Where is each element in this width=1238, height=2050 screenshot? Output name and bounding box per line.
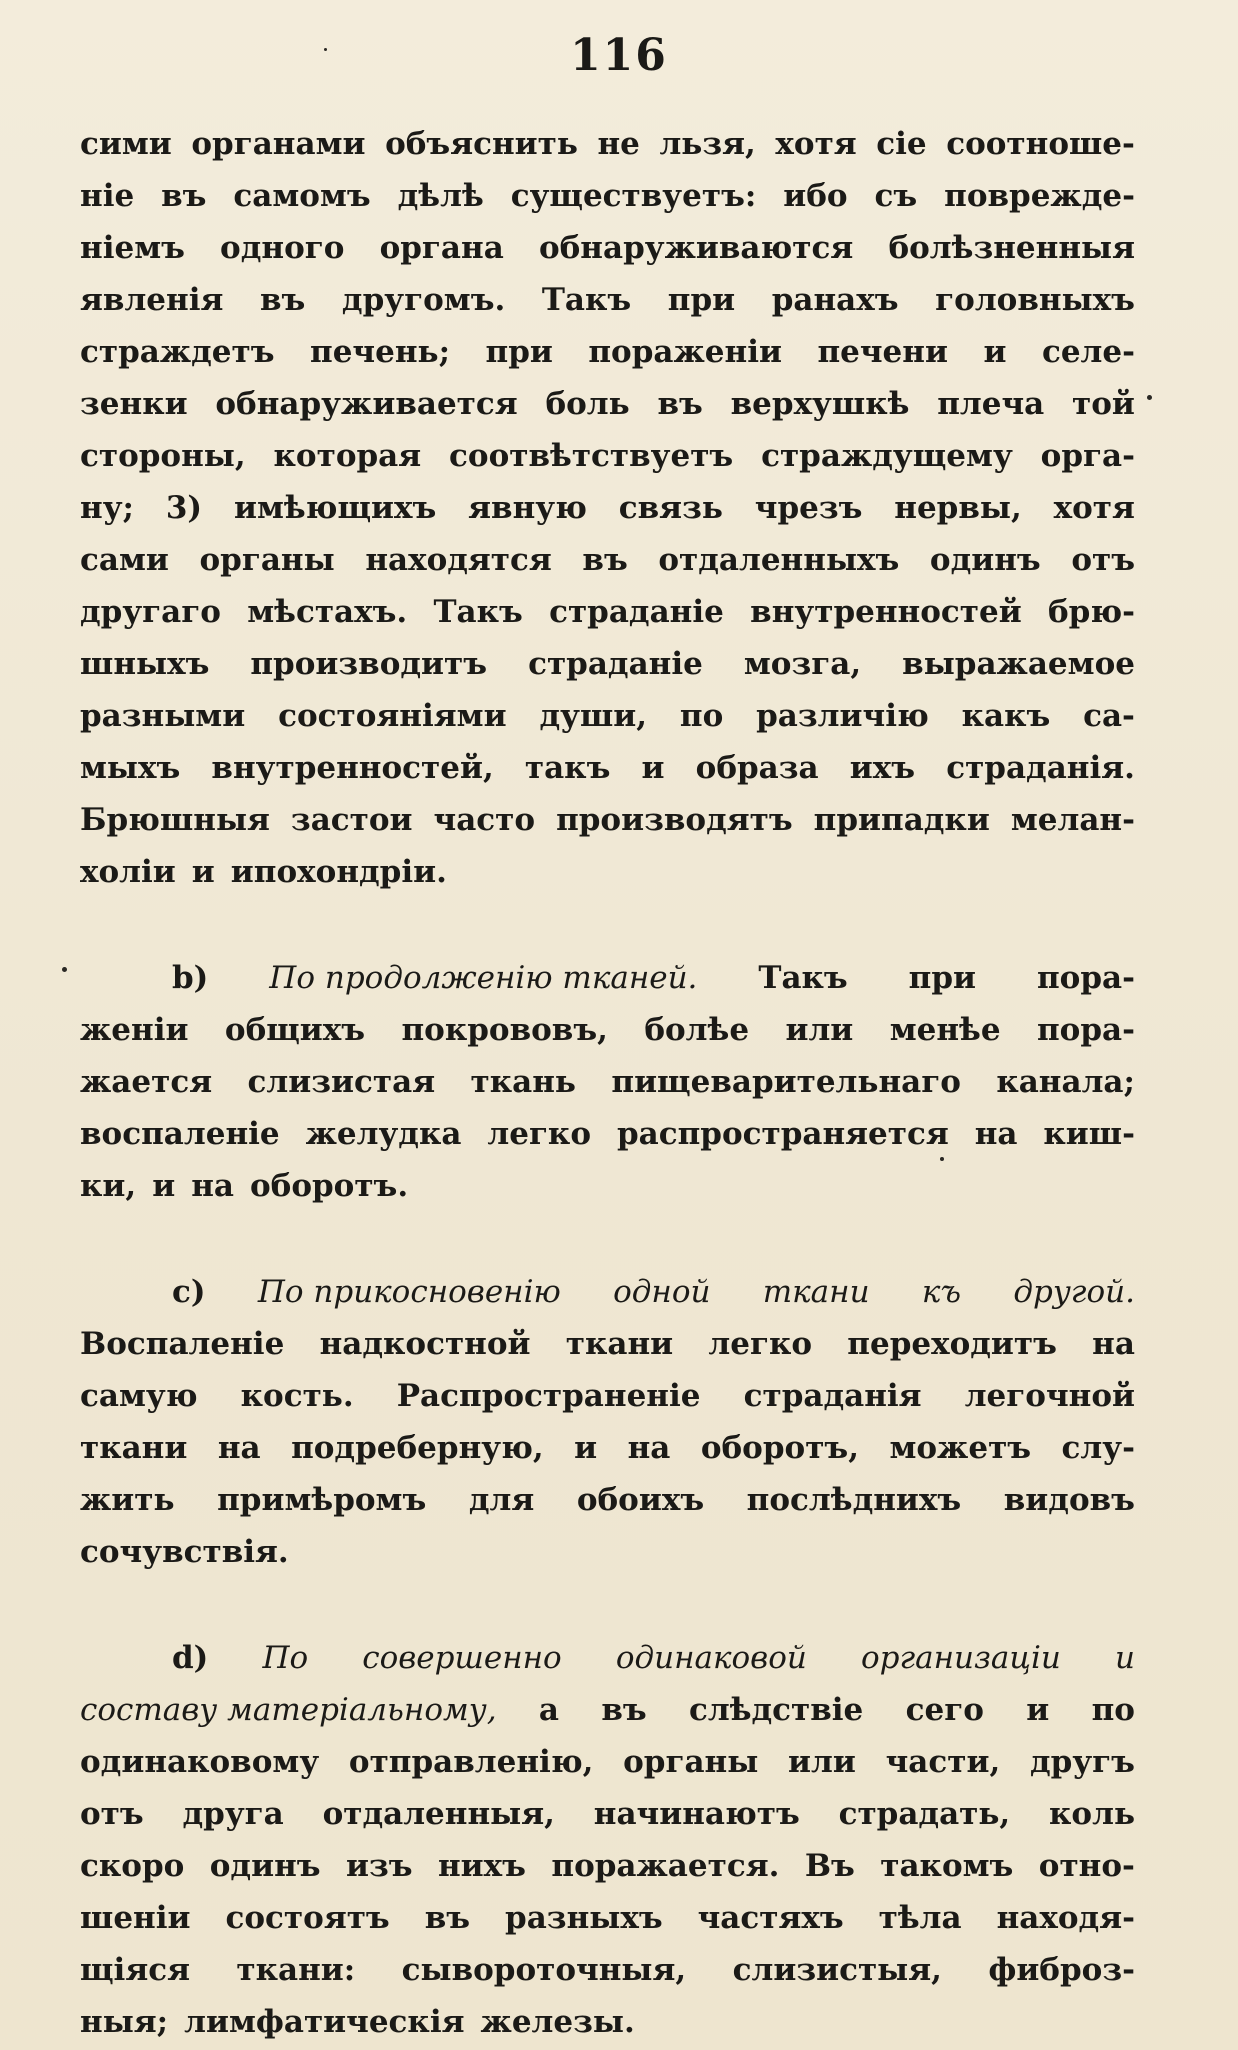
word: въ (601, 1692, 647, 1728)
word: и (1026, 1692, 1050, 1728)
word: въ (657, 386, 703, 422)
word: c) (172, 1274, 206, 1310)
paragraph-gap (80, 1578, 1135, 1632)
text-line (80, 1318, 1135, 1370)
italic-word: По продолженiю тканей. (269, 960, 698, 996)
text-line (80, 638, 1135, 690)
text-line (80, 1684, 1135, 1736)
word: отправленiю, (348, 1744, 594, 1780)
word: въ (424, 1900, 471, 1936)
word: такомъ (880, 1848, 1014, 1884)
text-line (80, 1108, 1135, 1160)
word: подреберную, (291, 1430, 544, 1466)
word: отно- (1038, 1848, 1135, 1884)
word: по (1091, 1692, 1135, 1728)
word: легочной (964, 1378, 1135, 1414)
word: друга (182, 1796, 284, 1832)
word: ткани: (236, 1952, 356, 1988)
word: по (679, 698, 724, 734)
text-line (80, 1422, 1135, 1474)
word: слѣдствiе (688, 1692, 864, 1728)
word: нервы, (894, 490, 1022, 526)
italic-word: и (1114, 1640, 1135, 1676)
text-line (80, 794, 1135, 846)
italic-word: организацiи (860, 1640, 1061, 1676)
word: явную (468, 490, 587, 526)
word: оборотъ. (249, 1168, 409, 1204)
word: обоихъ (576, 1482, 705, 1518)
word: Такъ (433, 594, 523, 630)
word: ки, (80, 1168, 137, 1204)
word: часто (433, 802, 536, 838)
word: пищеварительнаго (611, 1064, 961, 1100)
word: въ (161, 178, 207, 214)
word: пораженiи (588, 334, 782, 370)
word: са- (1083, 698, 1135, 734)
word: надкостной (319, 1326, 531, 1362)
word: кость. (240, 1378, 354, 1414)
word: страданiе (549, 594, 724, 630)
italic-word: По прикосновенiю (257, 1274, 561, 1310)
word: можетъ (889, 1430, 1032, 1466)
word: страдать, (838, 1796, 1011, 1832)
word: чрезъ (754, 490, 863, 526)
word: поражается. (551, 1848, 780, 1884)
word: застои (290, 802, 413, 838)
italic-word: къ (921, 1274, 962, 1310)
word: 3) (165, 490, 203, 526)
word: на (217, 1430, 261, 1466)
word: другъ (1029, 1744, 1135, 1780)
text-line (80, 1160, 1135, 1212)
word: органы (623, 1744, 759, 1780)
word: брю- (1047, 594, 1135, 630)
word: на (1092, 1326, 1135, 1362)
word: или (785, 1012, 854, 1048)
word: при (485, 334, 553, 370)
word: одинаковому (80, 1744, 320, 1780)
word: дѣлѣ (397, 178, 484, 214)
text-line (80, 1266, 1135, 1318)
ink-speck (1147, 395, 1152, 400)
word: органами (191, 126, 366, 162)
text-line (80, 1788, 1135, 1840)
word: другомъ. (341, 282, 506, 318)
word: распространяется (616, 1116, 949, 1152)
word: и (152, 1168, 176, 1204)
word: Воспаленiе (80, 1326, 285, 1362)
word: внутренностей (750, 594, 1022, 630)
word: легко (487, 1116, 592, 1152)
text-line (80, 1370, 1135, 1422)
word: какъ (961, 698, 1051, 734)
text-line (80, 1632, 1135, 1684)
word: Въ (804, 1848, 855, 1884)
word: явленiя (80, 282, 224, 318)
word: печень; (310, 334, 451, 370)
word: слу- (1061, 1430, 1135, 1466)
word: выражаемое (902, 646, 1135, 682)
word: ткани (565, 1326, 674, 1362)
word: изъ (345, 1848, 413, 1884)
word: холiи (80, 854, 176, 890)
word: зенки (80, 386, 188, 422)
word: отдаленныхъ (658, 542, 900, 578)
word: и (983, 334, 1007, 370)
word: связь (618, 490, 723, 526)
word: начинаютъ (593, 1796, 800, 1832)
word: сывороточныя, (401, 1952, 687, 1988)
word: менѣе (889, 1012, 1001, 1048)
word: ранахъ (771, 282, 899, 318)
word: страждущему (761, 438, 1013, 474)
text-line (80, 690, 1135, 742)
word: страданiе (528, 646, 703, 682)
text-line (80, 1056, 1135, 1108)
word: отъ (80, 1796, 144, 1832)
word: страданiя. (946, 750, 1135, 786)
word: ибо (783, 178, 848, 214)
word: b) (172, 960, 209, 996)
word: слизистая (247, 1064, 436, 1100)
text-line (80, 170, 1135, 222)
word: легко (708, 1326, 813, 1362)
word: объяснить (385, 126, 578, 162)
word: оборотъ, (700, 1430, 859, 1466)
word: нiе (80, 178, 135, 214)
word: болѣе (644, 1012, 750, 1048)
word: печени (817, 334, 948, 370)
word: на (191, 1168, 234, 1204)
word: образа (695, 750, 819, 786)
word: той (1072, 386, 1135, 422)
word: шенiи (80, 1900, 191, 1936)
page-number: 116 (570, 30, 668, 81)
word: не (597, 126, 640, 162)
word: плеча (937, 386, 1045, 422)
word: желудка (305, 1116, 462, 1152)
word: ну; (80, 490, 134, 526)
word: Брюшныя (80, 802, 270, 838)
word: Такъ (541, 282, 632, 318)
italic-word: другой. (1013, 1274, 1135, 1310)
word: нiемъ (80, 230, 185, 266)
italic-word: совершенно (362, 1640, 562, 1676)
word: мелан- (1010, 802, 1135, 838)
word: обнаруживается (215, 386, 518, 422)
word: самомъ (233, 178, 371, 214)
word: мѣстахъ. (247, 594, 408, 630)
word: отдаленныя, (322, 1796, 555, 1832)
word: ткани (80, 1430, 188, 1466)
word: верхушкѣ (730, 386, 910, 422)
word: находя- (996, 1900, 1135, 1936)
word: внутренностей, (211, 750, 494, 786)
word: съ (874, 178, 918, 214)
word: орга- (1040, 438, 1135, 474)
word: жить (80, 1482, 175, 1518)
word: припадки (813, 802, 990, 838)
italic-word: составу матерiальному, (80, 1692, 497, 1728)
text-line (80, 1526, 1135, 1578)
word: обнаруживаются (538, 230, 854, 266)
word: сими (80, 126, 172, 162)
word: другаго (80, 594, 221, 630)
ink-speck (324, 48, 327, 51)
text-line (80, 1892, 1135, 1944)
word: сами (80, 542, 169, 578)
text-line (80, 1004, 1135, 1056)
word: скоро (80, 1848, 185, 1884)
word: болѣзненныя (888, 230, 1135, 266)
word: существуетъ: (510, 178, 757, 214)
word: разными (80, 698, 246, 734)
word: при (667, 282, 736, 318)
word: общихъ (224, 1012, 366, 1048)
word: производитъ (250, 646, 488, 682)
text-line (80, 742, 1135, 794)
word: пора- (1036, 1012, 1135, 1048)
text-line (80, 378, 1135, 430)
word: Распространенiе (396, 1378, 701, 1414)
word: фиброз- (988, 1952, 1135, 1988)
word: мозга, (743, 646, 862, 682)
italic-word: одинаковой (615, 1640, 807, 1676)
word: самую (80, 1378, 198, 1414)
word: страждетъ (80, 334, 275, 370)
word: а (538, 1692, 559, 1728)
word: слизистыя, (732, 1952, 942, 1988)
word: соотвѣтствуетъ (449, 438, 734, 474)
word: сiе (876, 126, 927, 162)
word: отъ (1071, 542, 1135, 578)
word: ныя; (80, 2004, 169, 2040)
text-line (80, 1736, 1135, 1788)
text-line (80, 1944, 1135, 1996)
paragraph-gap (80, 898, 1135, 952)
word: органа (379, 230, 504, 266)
ink-speck (62, 967, 67, 972)
text-line (80, 1474, 1135, 1526)
word: послѣднихъ (746, 1482, 962, 1518)
word: поврежде- (944, 178, 1135, 214)
word: сего (905, 1692, 984, 1728)
word: воспаленiе (80, 1116, 280, 1152)
word: на (974, 1116, 1018, 1152)
italic-word: одной (613, 1274, 711, 1310)
word: железы. (480, 2004, 635, 2040)
word: d) (172, 1640, 209, 1676)
word: на (627, 1430, 671, 1466)
text-line (80, 430, 1135, 482)
word: тѣла (878, 1900, 962, 1936)
word: сочувствiя. (80, 1534, 289, 1570)
word: въ (582, 542, 628, 578)
text-line (80, 482, 1135, 534)
word: щiяся (80, 1952, 190, 1988)
word: ткань (470, 1064, 576, 1100)
word: лимфатическiя (184, 2004, 465, 2040)
word: пора- (1036, 960, 1135, 996)
text-line (80, 326, 1135, 378)
word: стороны, (80, 438, 246, 474)
word: жается (80, 1064, 213, 1100)
word: для (468, 1482, 535, 1518)
word: одинъ (209, 1848, 321, 1884)
text-line (80, 952, 1135, 1004)
italic-word: По (262, 1640, 309, 1676)
word: ипохондрiи. (230, 854, 447, 890)
word: мыхъ (80, 750, 181, 786)
paragraph-gap (80, 1212, 1135, 1266)
word: состоянiями (278, 698, 507, 734)
word: и (191, 854, 215, 890)
word: страданiя (743, 1378, 922, 1414)
word: шныхъ (80, 646, 210, 682)
word: одного (220, 230, 345, 266)
word: Такъ (758, 960, 848, 996)
text-line (80, 846, 1135, 898)
text-line (80, 118, 1135, 170)
word: покрововъ, (401, 1012, 608, 1048)
text-line (80, 534, 1135, 586)
text-line (80, 222, 1135, 274)
italic-word: ткани (762, 1274, 870, 1310)
word: которая (273, 438, 422, 474)
word: при (908, 960, 977, 996)
word: боль (545, 386, 630, 422)
word: коль (1049, 1796, 1135, 1832)
word: различiю (756, 698, 929, 734)
word: души, (539, 698, 648, 734)
word: льзя, (659, 126, 756, 162)
word: женiи (80, 1012, 189, 1048)
word: ихъ (849, 750, 916, 786)
ink-speck (940, 1157, 944, 1161)
text-line (80, 1840, 1135, 1892)
text-line (80, 586, 1135, 638)
word: переходитъ (847, 1326, 1057, 1362)
text-line (80, 1996, 1135, 2048)
word: головныхъ (935, 282, 1135, 318)
word: въ (259, 282, 306, 318)
body-text (80, 118, 1135, 2048)
word: хотя (775, 126, 857, 162)
word: одинъ (929, 542, 1041, 578)
word: состоятъ (225, 1900, 390, 1936)
word: нихъ (437, 1848, 526, 1884)
word: частяхъ (697, 1900, 844, 1936)
word: и (574, 1430, 598, 1466)
word: производятъ (556, 802, 793, 838)
word: хотя (1053, 490, 1135, 526)
word: находятся (365, 542, 552, 578)
text-line (80, 274, 1135, 326)
word: имѣющихъ (233, 490, 437, 526)
word: и (641, 750, 665, 786)
word: соотноше- (946, 126, 1135, 162)
word: селе- (1041, 334, 1135, 370)
word: примѣромъ (217, 1482, 427, 1518)
word: части, (885, 1744, 1001, 1780)
word: видовъ (1003, 1482, 1135, 1518)
word: такъ (524, 750, 611, 786)
word: или (788, 1744, 856, 1780)
word: органы (199, 542, 335, 578)
word: канала; (996, 1064, 1135, 1100)
word: киш- (1043, 1116, 1135, 1152)
word: разныхъ (505, 1900, 663, 1936)
